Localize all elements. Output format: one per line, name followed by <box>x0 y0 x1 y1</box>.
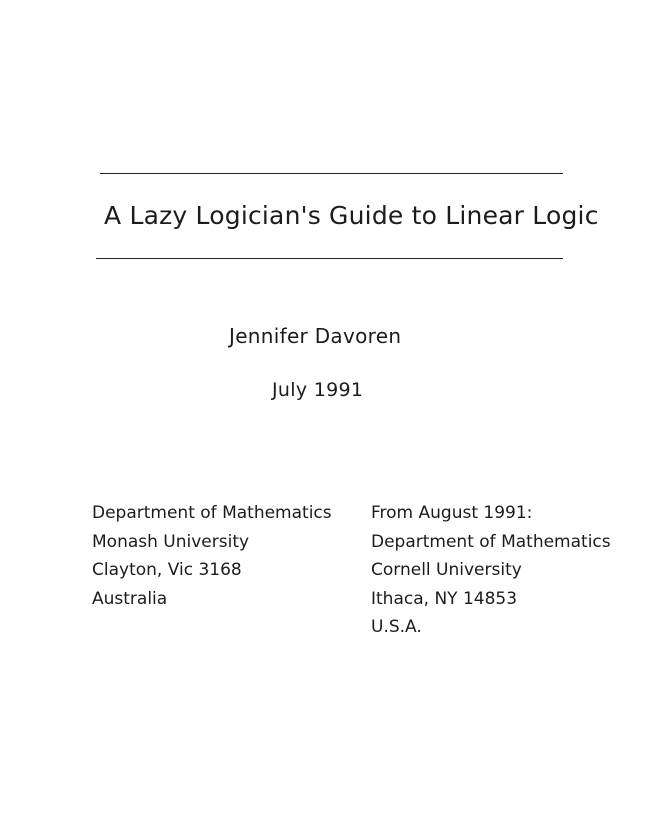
address-line: Department of Mathematics <box>92 503 332 523</box>
address-line: U.S.A. <box>371 617 422 637</box>
address-line: Ithaca, NY 14853 <box>371 588 518 609</box>
address-line: Cornell University <box>371 560 522 580</box>
title-bottom-rule <box>96 258 563 259</box>
document-date: July 1991 <box>272 379 364 401</box>
address-line: Clayton, Vic 3168 <box>92 560 242 580</box>
address-line: Monash University <box>92 531 250 552</box>
address-line: From August 1991: <box>371 503 533 523</box>
author-name: Jennifer Davoren <box>229 324 402 348</box>
title-top-rule <box>100 173 563 174</box>
address-line: Department of Mathematics <box>371 531 611 552</box>
address-monash <box>92 499 332 613</box>
address-line: Australia <box>92 588 168 609</box>
document-title: A Lazy Logician's Guide to Linear Logic <box>104 201 599 230</box>
address-cornell <box>371 499 611 642</box>
